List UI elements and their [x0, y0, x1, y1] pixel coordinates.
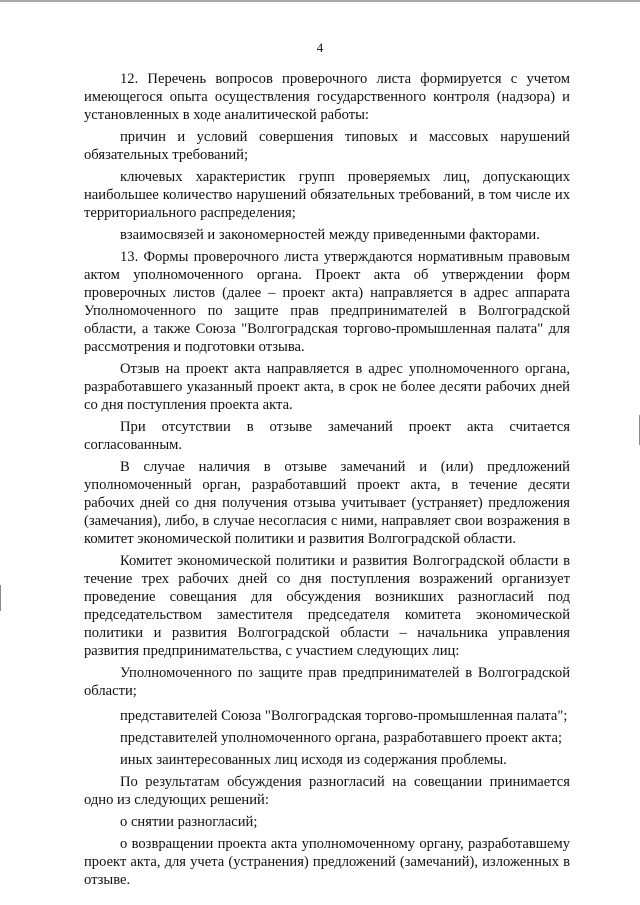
paragraph-no-remarks: При отсутствии в отзыве замечаний проект акта считается согласованным. [84, 419, 570, 453]
scan-edge-top [0, 0, 640, 2]
participant-others: иных заинтересованных лиц исходя из содержания проблемы. [120, 752, 507, 768]
decision-remove: о снятии разногласий; [120, 814, 258, 830]
paragraph-12: 12. Перечень вопросов проверочного листа формируется с учетом имеющегося опыта осуществления государственного контроля (надзора) и установленных в ходе аналитической работы: [84, 71, 570, 123]
paragraph-review: Отзыв на проект акта направляется в адрес уполномоченного органа, разработавшего указанный проект акта, в срок не более десяти рабочих дней со дня поступления проекта акта. [84, 361, 570, 413]
page-number: 4 [316, 40, 324, 55]
list-item-characteristics: ключевых характеристик групп проверяемых лиц, допускающих наибольшее количество нарушений обязательных требований, в том числе их территориального распределения; [84, 169, 570, 221]
decision-return: о возвращении проекта акта уполномоченному органу, разработавшему проект акта, для учета (устранения) предложений (замечаний), изложенных в отзыве. [84, 836, 570, 888]
paragraph-13: 13. Формы проверочного листа утверждаются нормативным правовым актом уполномоченного органа. Проект акта об утверждении форм проверочных листов (далее – проект акта) направляется в адрес аппарата Уполномоченного по защите прав предпринимателей в Волгоградской области, а также Союза "Волгоградская торгово-промышленная палата" для рассмотрения и подготовки отзыва. [84, 249, 570, 355]
list-item-causes: причин и условий совершения типовых и массовых нарушений обязательных требований; [84, 129, 570, 163]
scan-edge-left [0, 585, 1, 611]
paragraph-remarks: В случае наличия в отзыве замечаний и (или) предложений уполномоченный орган, разработавший проект акта, в течение десяти рабочих дней со дня получения отзыва учитывает (устраняет) предложения (замечания), либо, в случае несогласия с ними, направляет свои возражения в комитет экономической политики и развития Волгоградской области. [84, 459, 570, 547]
list-item-relationships: взаимосвязей и закономерностей между приведенными факторами. [120, 227, 540, 243]
document-body [84, 70, 570, 893]
participant-chamber: представителей Союза "Волгоградская торгово-промышленная палата"; [120, 708, 568, 724]
participant-ombudsman: Уполномоченного по защите прав предпринимателей в Волгоградской области; [84, 665, 570, 699]
paragraph-results: По результатам обсуждения разногласий на совещании принимается одно из следующих решений: [84, 774, 570, 808]
participant-authority: представителей уполномоченного органа, разработавшего проект акта; [120, 730, 563, 746]
paragraph-committee: Комитет экономической политики и развития Волгоградской области в течение трех рабочих дней со дня поступления возражений организует проведение совещания для обсуждения возникших разногласий под председательством заместителя председателя комитета экономической политики и развития Волгоградской области – начальника управления развития предпринимательства, с участием следующих лиц: [84, 553, 570, 659]
